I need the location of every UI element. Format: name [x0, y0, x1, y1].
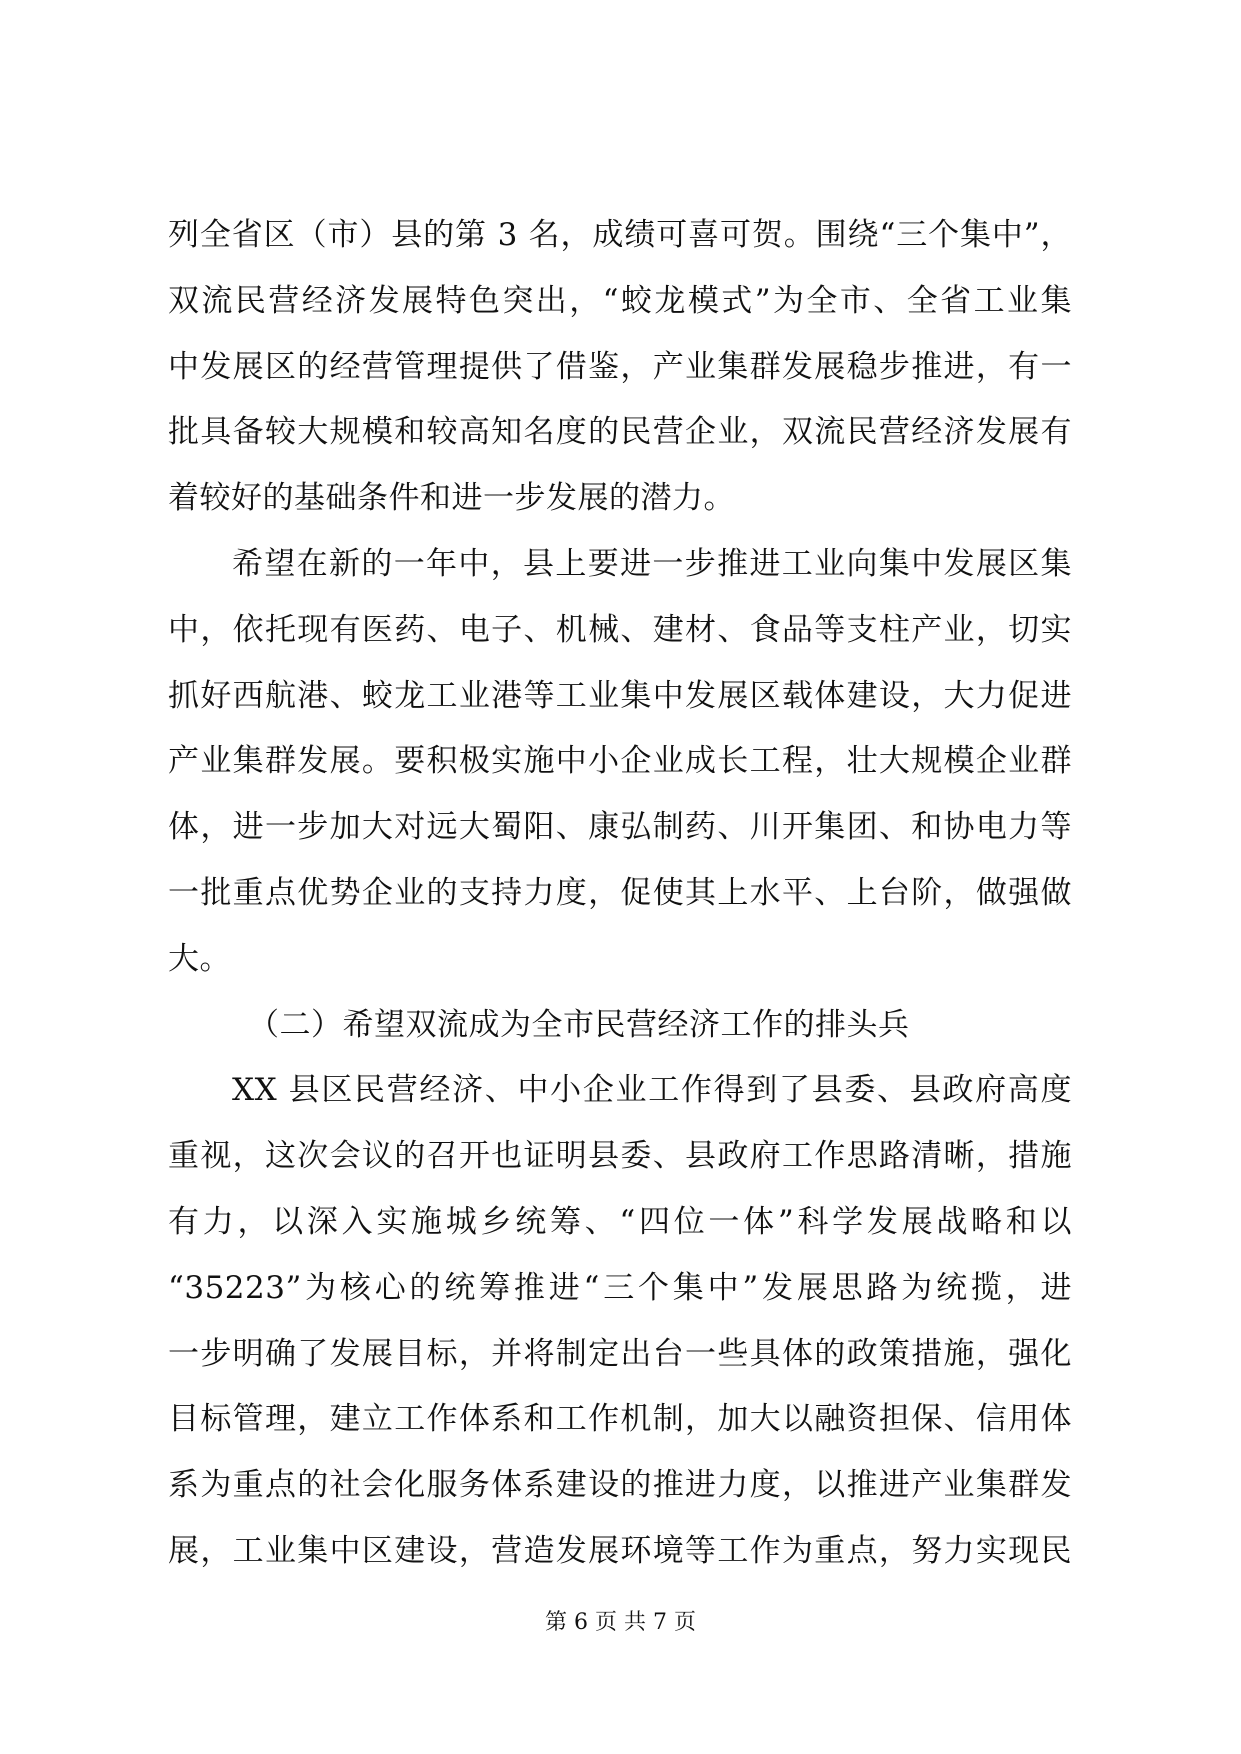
text-line: 产业集群发展。要积极实施中小企业成长工程，壮大规模企业群 [168, 743, 1072, 780]
text-line: 体，进一步加大对远大蜀阳、康弘制药、川开集团、和协电力等 [168, 809, 1072, 846]
section-heading: （二）希望双流成为全市民营经济工作的排头兵 [248, 1006, 910, 1043]
text-line: 系为重点的社会化服务体系建设的推进力度，以推进产业集群发 [168, 1467, 1072, 1504]
text-line: 中，依托现有医药、电子、机械、建材、食品等支柱产业，切实 [168, 611, 1072, 648]
text-line: 抓好西航港、蛟龙工业港等工业集中发展区载体建设，大力促进 [168, 677, 1072, 714]
text-line: 有力，以深入实施城乡统筹、“四位一体”科学发展战略和以 [168, 1203, 1072, 1240]
text-line: 展，工业集中区建设，营造发展环境等工作为重点，努力实现民 [168, 1532, 1072, 1569]
text-line: 列全省区（市）县的第 3 名，成绩可喜可贺。围绕“三个集中”， [168, 217, 1072, 253]
text-line: 中发展区的经营管理提供了借鉴，产业集群发展稳步推进，有一 [168, 348, 1072, 385]
text-line: 双流民营经济发展特色突出，“蛟龙模式”为全市、全省工业集 [168, 282, 1072, 319]
document-body [168, 203, 1072, 1585]
text-line: 批具备较大规模和较高知名度的民营企业，双流民营经济发展有 [168, 414, 1072, 451]
page-number-footer: 第 6 页 共 7 页 [545, 1610, 696, 1635]
text-line: 希望在新的一年中，县上要进一步推进工业向集中发展区集 [232, 545, 1072, 582]
text-line: 重视，这次会议的召开也证明县委、县政府工作思路清晰，措施 [168, 1138, 1072, 1175]
text-line: 目标管理，建立工作体系和工作机制，加大以融资担保、信用体 [168, 1401, 1072, 1438]
text-line: 大。 [168, 940, 231, 977]
text-line: 一批重点优势企业的支持力度，促使其上水平、上台阶，做强做 [168, 874, 1072, 911]
text-line: 一步明确了发展目标，并将制定出台一些具体的政策措施，强化 [168, 1335, 1072, 1372]
text-line: XX 县区民营经济、中小企业工作得到了县委、县政府高度 [232, 1072, 1072, 1109]
text-line: “35223”为核心的统筹推进“三个集中”发展思路为统揽，进 [168, 1269, 1072, 1306]
text-line: 着较好的基础条件和进一步发展的潜力。 [168, 480, 735, 517]
